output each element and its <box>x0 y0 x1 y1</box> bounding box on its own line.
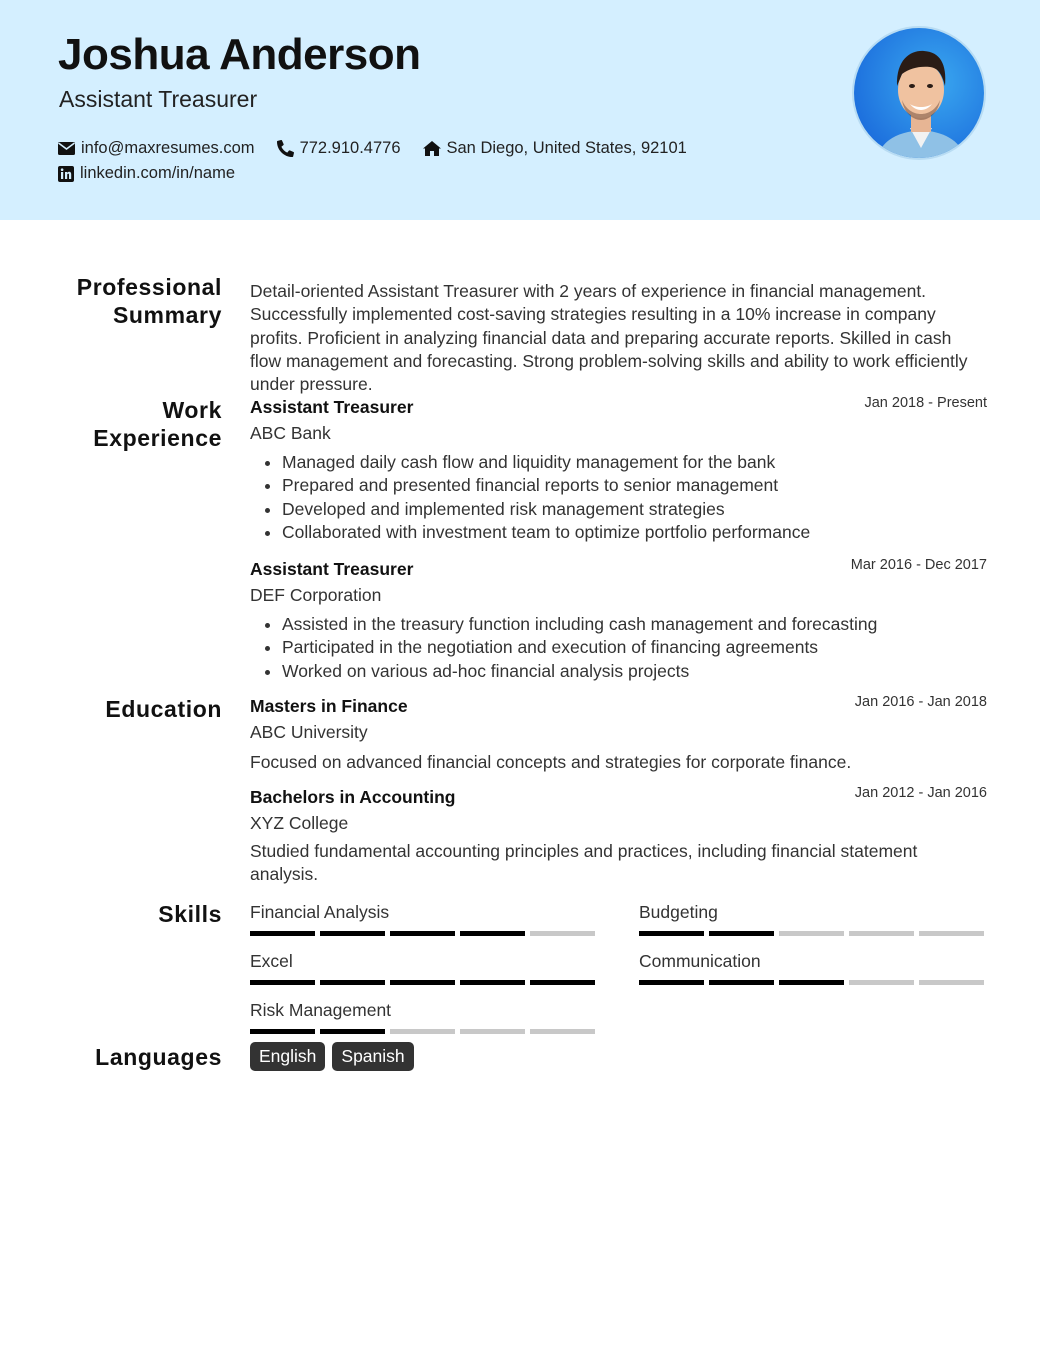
education-date: Jan 2012 - Jan 2016 <box>854 785 987 801</box>
contact-linkedin[interactable] <box>58 164 235 183</box>
degree-title: Bachelors in Accounting <box>250 787 456 807</box>
phone-text: 772.910.4776 <box>299 139 401 157</box>
skill-segment-filled <box>779 980 844 985</box>
contact-email[interactable] <box>58 139 255 158</box>
work-label-line-1: Work <box>162 397 222 423</box>
location-text: San Diego, United States, 92101 <box>446 139 687 157</box>
candidate-title: Assistant Treasurer <box>59 86 258 112</box>
skill-level-bar <box>250 1029 598 1034</box>
envelope-icon <box>58 142 75 155</box>
list-item: • Assisted in the treasury function including cash management and forecasting <box>282 613 987 636</box>
skill-segment-filled <box>460 931 525 936</box>
section-education-label: Education <box>105 696 222 722</box>
skill-item <box>250 951 598 985</box>
job-entry <box>250 397 987 545</box>
summary-text: Detail-oriented Assistant Treasurer with 2 years of experience in financial management. Successfully implemented cost-saving strategies resulting in a 10% increase in company profits. Proficient in analyzing financial data and preparing accurate reports. Skilled in cash flow management and forecasting. Strong problem-solving skills and ability to work efficiently under pressure. <box>250 281 968 395</box>
skill-segment-filled <box>320 1029 385 1034</box>
education-entry <box>250 696 987 774</box>
list-item: • Developed and implemented risk management strategies <box>282 498 987 521</box>
linkedin-text: linkedin.com/in/name <box>80 164 235 182</box>
list-item: • Participated in the negotiation and execution of financing agreements <box>282 636 987 659</box>
skill-segment-filled <box>390 980 455 985</box>
skill-segment-filled <box>639 980 704 985</box>
education-date: Jan 2016 - Jan 2018 <box>854 694 987 710</box>
job-header <box>250 397 987 421</box>
work-label-line-2: Experience <box>93 425 222 451</box>
skill-level-bar <box>250 980 598 985</box>
skill-segment-filled <box>250 980 315 985</box>
school-name: XYZ College <box>250 813 349 833</box>
skill-segment-empty <box>919 980 984 985</box>
job-title: Assistant Treasurer <box>250 559 414 579</box>
languages-list <box>250 1042 414 1071</box>
avatar <box>852 26 986 160</box>
school-name: ABC University <box>250 722 368 742</box>
degree-title: Masters in Finance <box>250 696 408 716</box>
skill-segment-filled <box>639 931 704 936</box>
skill-item <box>250 1000 598 1034</box>
skill-item <box>639 951 987 985</box>
job-date: Mar 2016 - Dec 2017 <box>850 557 987 573</box>
skill-level-bar <box>250 931 598 936</box>
section-skills-label: Skills <box>158 901 222 927</box>
job-date: Jan 2018 - Present <box>864 395 987 411</box>
skill-name: Financial Analysis <box>250 902 390 922</box>
skill-segment-empty <box>779 931 844 936</box>
skill-level-bar <box>639 931 987 936</box>
job-bullets <box>250 451 987 545</box>
skill-segment-empty <box>919 931 984 936</box>
email-text: info@maxresumes.com <box>81 139 255 157</box>
education-header <box>250 787 987 811</box>
list-item: • Prepared and presented financial reports to senior management <box>282 474 987 497</box>
home-icon <box>423 141 441 156</box>
job-company: DEF Corporation <box>250 585 382 605</box>
skill-segment-filled <box>250 931 315 936</box>
skill-segment-empty <box>849 980 914 985</box>
skill-name: Communication <box>639 951 761 971</box>
skill-name: Risk Management <box>250 1000 392 1020</box>
section-work-label <box>93 396 222 452</box>
list-item: • Collaborated with investment team to optimize portfolio performance <box>282 521 987 544</box>
contact-phone[interactable] <box>277 139 401 158</box>
education-header <box>250 696 987 720</box>
skill-segment-empty <box>530 1029 595 1034</box>
skill-segment-empty <box>530 931 595 936</box>
skill-name: Budgeting <box>639 902 718 922</box>
section-languages-label: Languages <box>95 1044 222 1070</box>
skill-item <box>639 902 987 936</box>
skill-segment-empty <box>849 931 914 936</box>
education-entry <box>250 787 987 887</box>
list-item: • Managed daily cash flow and liquidity management for the bank <box>282 451 987 474</box>
education-description: Focused on advanced financial concepts and strategies for corporate finance. <box>250 752 852 772</box>
summary-label-line-1: Professional <box>76 274 222 300</box>
summary-label-line-2: Summary <box>112 302 222 328</box>
skill-segment-filled <box>460 980 525 985</box>
skill-level-bar <box>639 980 987 985</box>
linkedin-icon <box>58 166 74 182</box>
skill-name: Excel <box>250 951 293 971</box>
skill-segment-empty <box>460 1029 525 1034</box>
job-company: ABC Bank <box>250 423 331 443</box>
contact-row <box>58 139 709 158</box>
phone-icon <box>277 140 294 157</box>
skill-segment-filled <box>709 980 774 985</box>
job-title: Assistant Treasurer <box>250 397 414 417</box>
language-badge: English <box>250 1042 325 1071</box>
skill-segment-filled <box>390 931 455 936</box>
contact-row-2 <box>58 164 257 183</box>
skill-segment-filled <box>250 1029 315 1034</box>
skill-segment-filled <box>320 931 385 936</box>
job-bullets <box>250 613 987 683</box>
contact-location <box>423 139 687 158</box>
skill-segment-filled <box>530 980 595 985</box>
skill-segment-empty <box>390 1029 455 1034</box>
language-badge: Spanish <box>332 1042 413 1071</box>
list-item: • Worked on various ad-hoc financial analysis projects <box>282 660 987 683</box>
education-description: Studied fundamental accounting principles and practices, including financial statement analysis. <box>250 841 918 885</box>
skill-segment-filled <box>320 980 385 985</box>
section-summary-label <box>77 273 222 329</box>
skill-segment-filled <box>709 931 774 936</box>
job-entry <box>250 559 987 683</box>
resume-header <box>0 0 1040 220</box>
candidate-name: Joshua Anderson <box>58 30 421 79</box>
job-header <box>250 559 987 583</box>
skill-item <box>250 902 598 936</box>
